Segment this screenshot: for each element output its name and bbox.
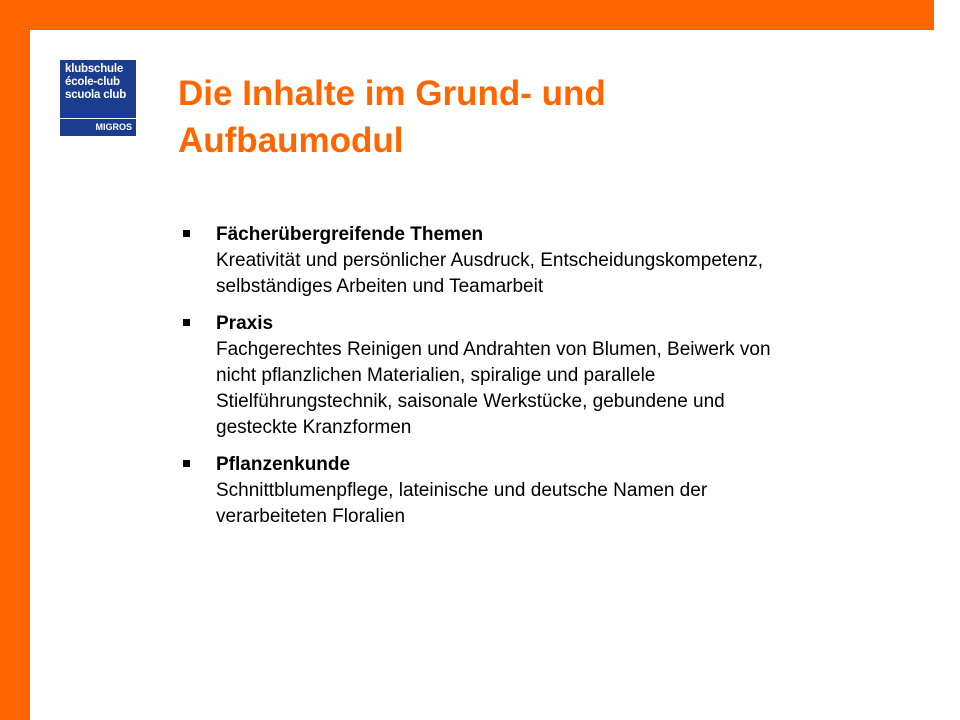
list-item [183, 222, 923, 300]
logo-line: école-club [65, 76, 120, 88]
item-heading: Fächerübergreifende Themen [216, 224, 484, 245]
logo-line: scuola club [65, 89, 127, 101]
item-text-line: Schnittblumenpflege, lateinische und deutsche Namen der [216, 480, 708, 501]
item-text-line: selbständiges Arbeiten und Teamarbeit [216, 276, 544, 297]
list-item [183, 452, 923, 530]
item-text-line: gesteckte Kranzformen [216, 417, 412, 438]
item-text-line: Stielführungstechnik, saisonale Werkstücke, gebundene und [216, 391, 725, 412]
item-heading: Praxis [216, 313, 274, 334]
logo-line: klubschule [65, 63, 124, 75]
square-bullet-icon [183, 319, 190, 326]
item-text-line: nicht pflanzlichen Materialien, spiralige und parallele [216, 365, 656, 386]
square-bullet-icon [183, 460, 190, 467]
item-text-line: verarbeiteten Floralien [216, 506, 406, 527]
orange-frame-left [0, 0, 30, 720]
item-text-line: Kreativität und persönlicher Ausdruck, Entscheidungskompetenz, [216, 250, 764, 271]
logo-migros-band: MIGROS [60, 118, 136, 136]
item-text-line: Fachgerechtes Reinigen und Andrahten von Blumen, Beiwerk von [216, 339, 771, 360]
logo-text [65, 63, 126, 102]
slide-title-line: Die Inhalte im Grund- und [178, 74, 606, 113]
list-item [183, 311, 923, 441]
content-list [183, 222, 923, 541]
square-bullet-icon [183, 230, 190, 237]
slide-title [178, 70, 798, 164]
klubschule-logo [60, 60, 136, 136]
orange-frame-top [0, 0, 934, 30]
slide-title-line: Aufbaumodul [178, 121, 404, 160]
item-heading: Pflanzenkunde [216, 454, 351, 475]
